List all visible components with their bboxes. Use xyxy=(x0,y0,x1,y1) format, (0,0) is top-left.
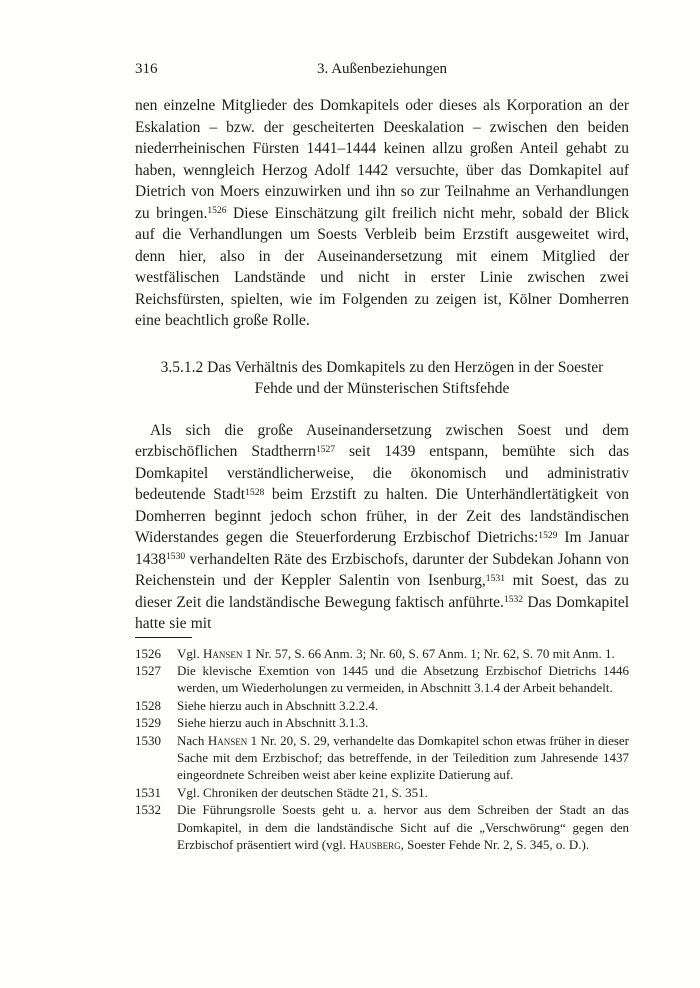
page-body xyxy=(135,95,629,635)
footnote-list xyxy=(135,645,629,854)
footnote xyxy=(135,784,629,801)
footnote-text: Nach Hansen 1 Nr. 20, S. 29, verhandelte das Domkapitel schon etwas früher in dieser Sache mit dem Erzbischof; das betreffende, in der Teiledition zum Jahresende 1437 eingeordnete Schreiben weist aber keine explizite Datierung auf. xyxy=(177,732,629,783)
footnote-text: Siehe hierzu auch in Abschnitt 3.1.3. xyxy=(177,715,369,731)
footnote-number: 1532 xyxy=(135,802,161,818)
footnotes-section xyxy=(135,637,629,854)
footnote-text: Vgl. Hansen 1 Nr. 57, S. 66 Anm. 3; Nr. 60, S. 67 Anm. 1; Nr. 62, S. 70 mit Anm. 1. xyxy=(177,645,615,661)
footnote xyxy=(135,697,629,714)
footnote-ref: 1532 xyxy=(503,594,524,606)
footnote-text: Die klevische Exemtion von 1445 und die Absetzung Erzbischof Dietrichs 1446 werden, um Wiederholungen zu vermeiden, in Abschnitt 3.1.4 der Arbeit behandelt. xyxy=(177,662,629,696)
body-paragraph: Als sich die große Auseinandersetzung zwischen Soest und dem erzbischöflichen Stadtherrn$^{1527}$ seit 1439 entspann, bemühte sich das Domkapitel verständlicherweise, die ökonomisch und administrativ bedeutende Stadt$^{1528}$ beim Erzstift zu halten. Die Unterhändlertätigkeit von Domherren beginnt jedoch schon früher, in der Zeit des landständischen Widerstandes gegen die Steuerforderung Erzbischof Dietrichs:$^{1529}$ Im Januar 1438$^{1530}$ verhandelten Räte des Erzbischofs, darunter der Subdekan Johann von Reichenstein und der Keppler Salentin von Isenburg,$^{1531}$ mit Soest, das zu dieser Zeit die landständische Bewegung faktisch anführte.$^{1532}$ Das Domkapitel hatte sie mit xyxy=(135,421,630,632)
footnote xyxy=(135,645,629,662)
footnote-text: Vgl. Chroniken der deutschen Städte 21, S. 351. xyxy=(177,784,428,800)
section-heading-line1: 3.5.1.2 Das Verhältnis des Domkapitels zu den Herzögen in der Soester xyxy=(160,358,604,376)
footnote-text: Siehe hierzu auch in Abschnitt 3.2.2.4. xyxy=(177,697,379,713)
footnote-number: 1531 xyxy=(135,784,161,800)
footnote-text: Die Führungsrolle Soests geht u. a. hervor aus dem Schreiben der Stadt an das Domkapitel, in dem die landständische Sicht auf die „Verschwörung“ gegen den Erzbischof präsentiert wird (vgl. Hausberg, Soester Fehde Nr. 2, S. 345, o. D.). xyxy=(177,802,629,852)
small-caps-author: Hansen xyxy=(207,732,248,748)
footnote xyxy=(135,801,629,853)
footnote-number: 1529 xyxy=(135,715,161,731)
footnote xyxy=(135,714,629,731)
running-head: 3. Außenbeziehungen xyxy=(317,61,447,77)
body-paragraph: nen einzelne Mitglieder des Domkapitels oder dieses als Korporation an der Eskalation – bzw. der gescheiterten Deeskalation – zwischen den beiden niederrheinischen Fürsten 1441–1444 keinen allzu großen Anteil gehabt zu haben, wenngleich Herzog Adolf 1442 versuchte, über das Domkapitel auf Dietrich von Moers einzuwirken und ihn so zur Teilnahme an Verhandlungen zu bringen.$^{1526}$ Diese Einschätzung gilt freilich nicht mehr, sobald der Blick auf die Verhandlungen um Soests Verbleib beim Erzstift ausgeweitet wird, denn hier, also in der Auseinandersetzung mit einem Mitglied der westfälischen Landstände und nicht in erster Linie zwischen zwei Reichsfürsten, spielten, wie im Folgenden zu zeigen ist, Kölner Domherren eine beachtlich große Rolle. xyxy=(135,97,629,329)
section-heading xyxy=(135,357,629,400)
small-caps-author: Hausberg xyxy=(349,836,401,852)
footnote-ref: 1529 xyxy=(538,529,558,541)
small-caps-author: Hansen xyxy=(203,645,243,661)
footnote-separator xyxy=(135,637,192,638)
footnote-number: 1526 xyxy=(135,645,161,661)
footnote-ref: 1530 xyxy=(166,551,186,563)
footnote-ref: 1531 xyxy=(485,572,505,584)
footnote-number: 1527 xyxy=(135,662,161,678)
footnote-ref: 1527 xyxy=(315,443,336,455)
footnote-ref: 1526 xyxy=(207,205,227,217)
footnote-number: 1528 xyxy=(135,697,161,713)
section-heading-line2: Fehde und der Münsterischen Stiftsfehde xyxy=(254,380,510,397)
page-header xyxy=(135,59,629,79)
footnote-ref: 1528 xyxy=(245,486,265,498)
footnote xyxy=(135,662,629,697)
footnote-number: 1530 xyxy=(135,732,161,748)
page-number: 316 xyxy=(135,61,158,77)
footnote xyxy=(135,732,629,784)
